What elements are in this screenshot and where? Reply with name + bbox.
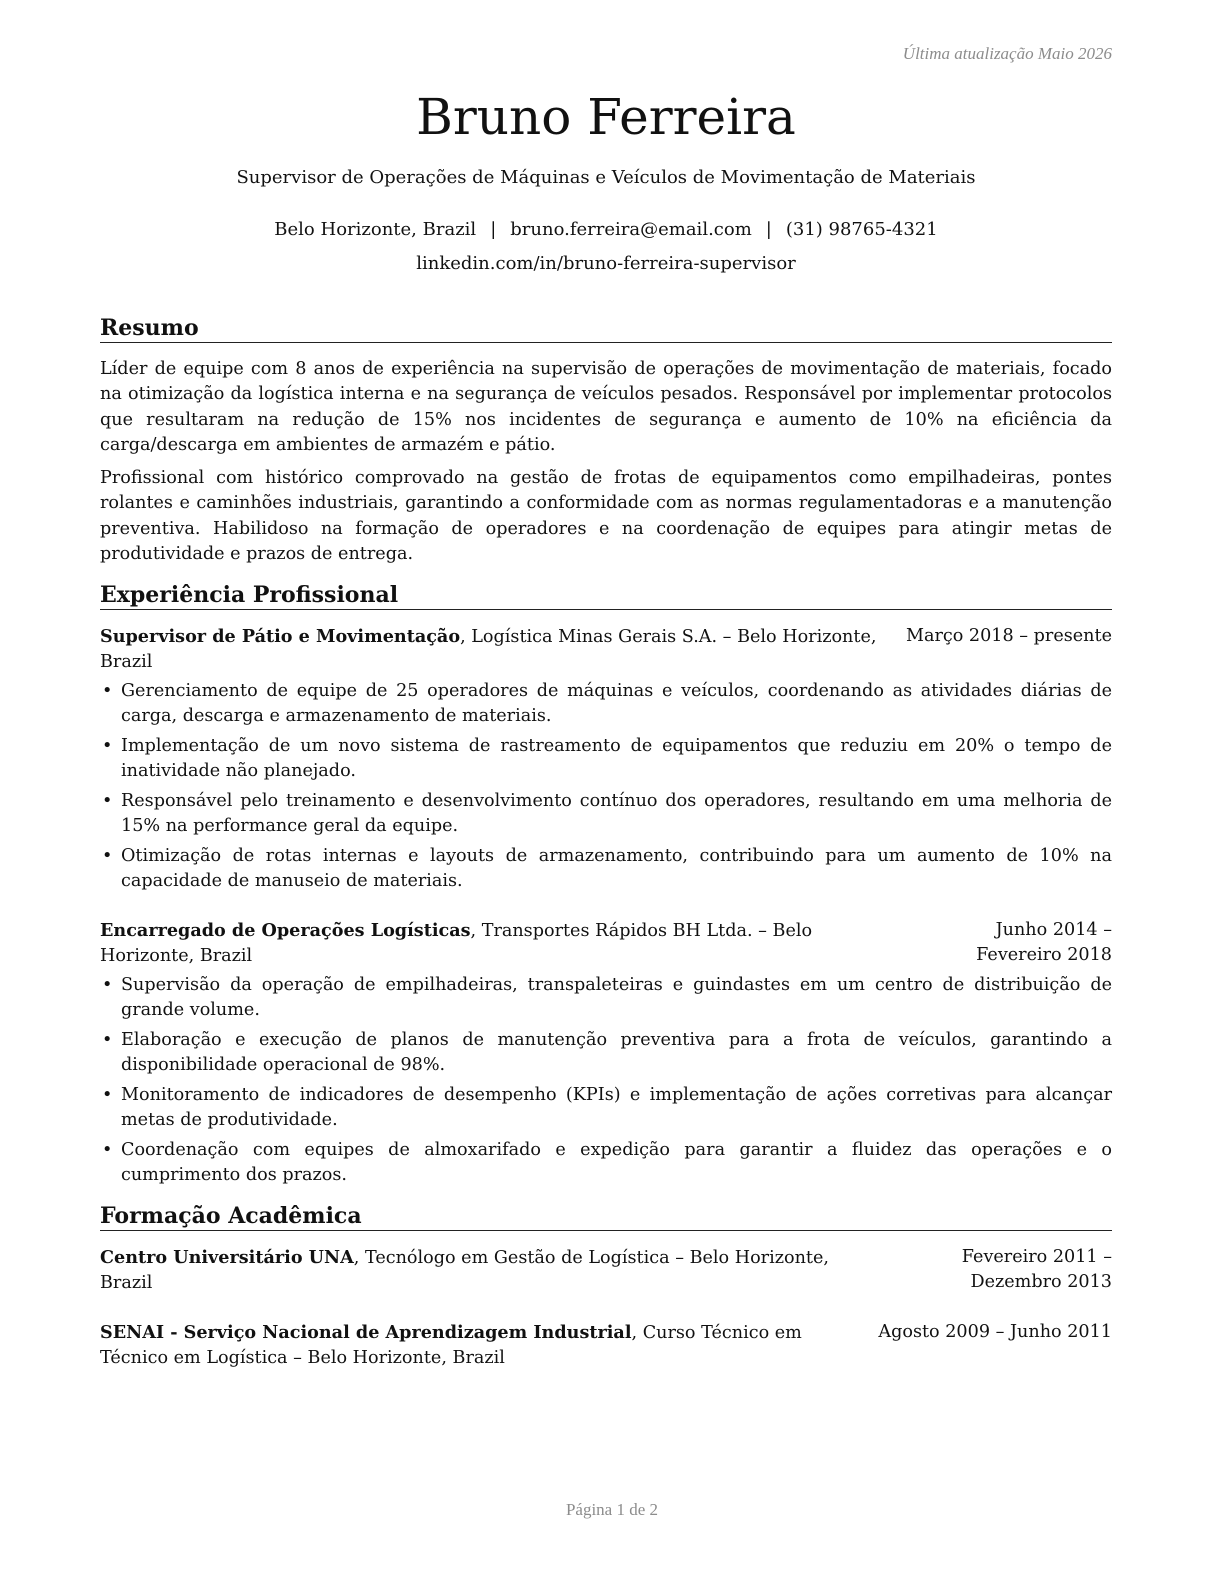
list-item: • Gerenciamento de equipe de 25 operadores de máquinas e veículos, coordenando as atividades diárias de carga, descarga e armazenamento de materiais. <box>100 679 1112 729</box>
page-number: Página 1 de 2 <box>565 1500 659 1519</box>
linkedin-link[interactable]: linkedin.com/in/bruno-ferreira-supervisor <box>416 253 796 274</box>
job-header <box>100 918 1112 969</box>
education-details: , Curso Técnico em Técnico em Logística – Belo Horizonte, Brazil <box>100 1323 802 1369</box>
list-item: • Supervisão da operação de empilhadeiras, transpaleteiras e guindastes em um centro de distribuição de grande volume. <box>100 973 1112 1023</box>
list-item: • Implementação de um novo sistema de rastreamento de equipamentos que reduziu em 20% o tempo de inatividade não planejado. <box>100 734 1112 784</box>
location: Belo Horizonte, Brazil <box>274 219 477 240</box>
last-updated: Última atualização Maio 2026 <box>902 44 1112 63</box>
summary-paragraph: Profissional com histórico comprovado na gestão de frotas de equipamentos como empilhadeiras, pontes rolantes e caminhões industriais, garantindo a conformidade com as normas regulamentadoras e a manutenção preventiva. Habilidoso na formação de operadores e na coordenação de equipes para atingir metas de produtividade e prazos de entrega. <box>100 468 1112 565</box>
list-item: • Elaboração e execução de planos de manutenção preventiva para a frota de veículos, garantindo a disponibilidade operacional de 98%. <box>100 1028 1112 1078</box>
job-entry <box>100 624 1112 894</box>
education-dates: Fevereiro 2011 – Dezembro 2013 <box>961 1247 1112 1293</box>
separator: | <box>490 219 497 240</box>
institution-name: SENAI - Serviço Nacional de Aprendizagem Industrial <box>100 1322 632 1344</box>
section-title-education: Formação Acadêmica <box>100 1202 1112 1231</box>
job-entry <box>100 918 1112 1188</box>
list-item: • Coordenação com equipes de almoxarifado e expedição para garantir a fluidez das operações e o cumprimento dos prazos. <box>100 1138 1112 1188</box>
contact-line <box>100 218 1112 242</box>
education-dates: Agosto 2009 – Junho 2011 <box>878 1322 1112 1343</box>
separator: | <box>765 219 772 240</box>
job-header <box>100 624 1112 675</box>
education-details: , Tecnólogo em Gestão de Logística – Belo Horizonte, Brazil <box>100 1248 829 1294</box>
education-entry <box>100 1245 1112 1296</box>
job-role: Encarregado de Operações Logísticas <box>100 920 471 942</box>
candidate-name: Bruno Ferreira <box>416 88 796 146</box>
education-entry <box>100 1320 1112 1371</box>
list-item: • Otimização de rotas internas e layouts de armazenamento, contribuindo para um aumento de 10% na capacidade de manuseio de materiais. <box>100 844 1112 894</box>
job-dates: Março 2018 – presente <box>905 626 1112 647</box>
job-bullets <box>100 973 1112 1188</box>
headline: Supervisor de Operações de Máquinas e Veículos de Movimentação de Materiais <box>236 167 976 188</box>
summary-paragraph: Líder de equipe com 8 anos de experiência na supervisão de operações de movimentação de materiais, focado na otimização da logística interna e na segurança de veículos pesados. Responsável por implementar protocolos que resultaram na redução de 15% nos incidentes de segurança e aumento de 10% na eficiência da carga/descarga em ambientes de armazém e pátio. <box>100 359 1112 455</box>
institution-name: Centro Universitário UNA <box>100 1247 354 1269</box>
job-company: , Logística Minas Gerais S.A. – Belo Horizonte, Brazil <box>100 627 877 673</box>
section-title-summary: Resumo <box>100 314 1112 343</box>
section-title-experience: Experiência Profissional <box>100 581 1112 610</box>
job-bullets <box>100 679 1112 894</box>
list-item: • Monitoramento de indicadores de desempenho (KPIs) e implementação de ações corretivas para alcançar metas de produtividade. <box>100 1083 1112 1133</box>
email-link[interactable]: bruno.ferreira@email.com <box>510 219 752 240</box>
job-dates: Junho 2014 – Fevereiro 2018 <box>976 920 1112 966</box>
phone: (31) 98765-4321 <box>785 219 938 240</box>
list-item: • Responsável pelo treinamento e desenvolvimento contínuo dos operadores, resultando em uma melhoria de 15% na performance geral da equipe. <box>100 789 1112 839</box>
resume-content <box>100 84 1112 1371</box>
job-company: , Transportes Rápidos BH Ltda. – Belo Horizonte, Brazil <box>100 921 813 967</box>
job-role: Supervisor de Pátio e Movimentação <box>100 626 461 648</box>
